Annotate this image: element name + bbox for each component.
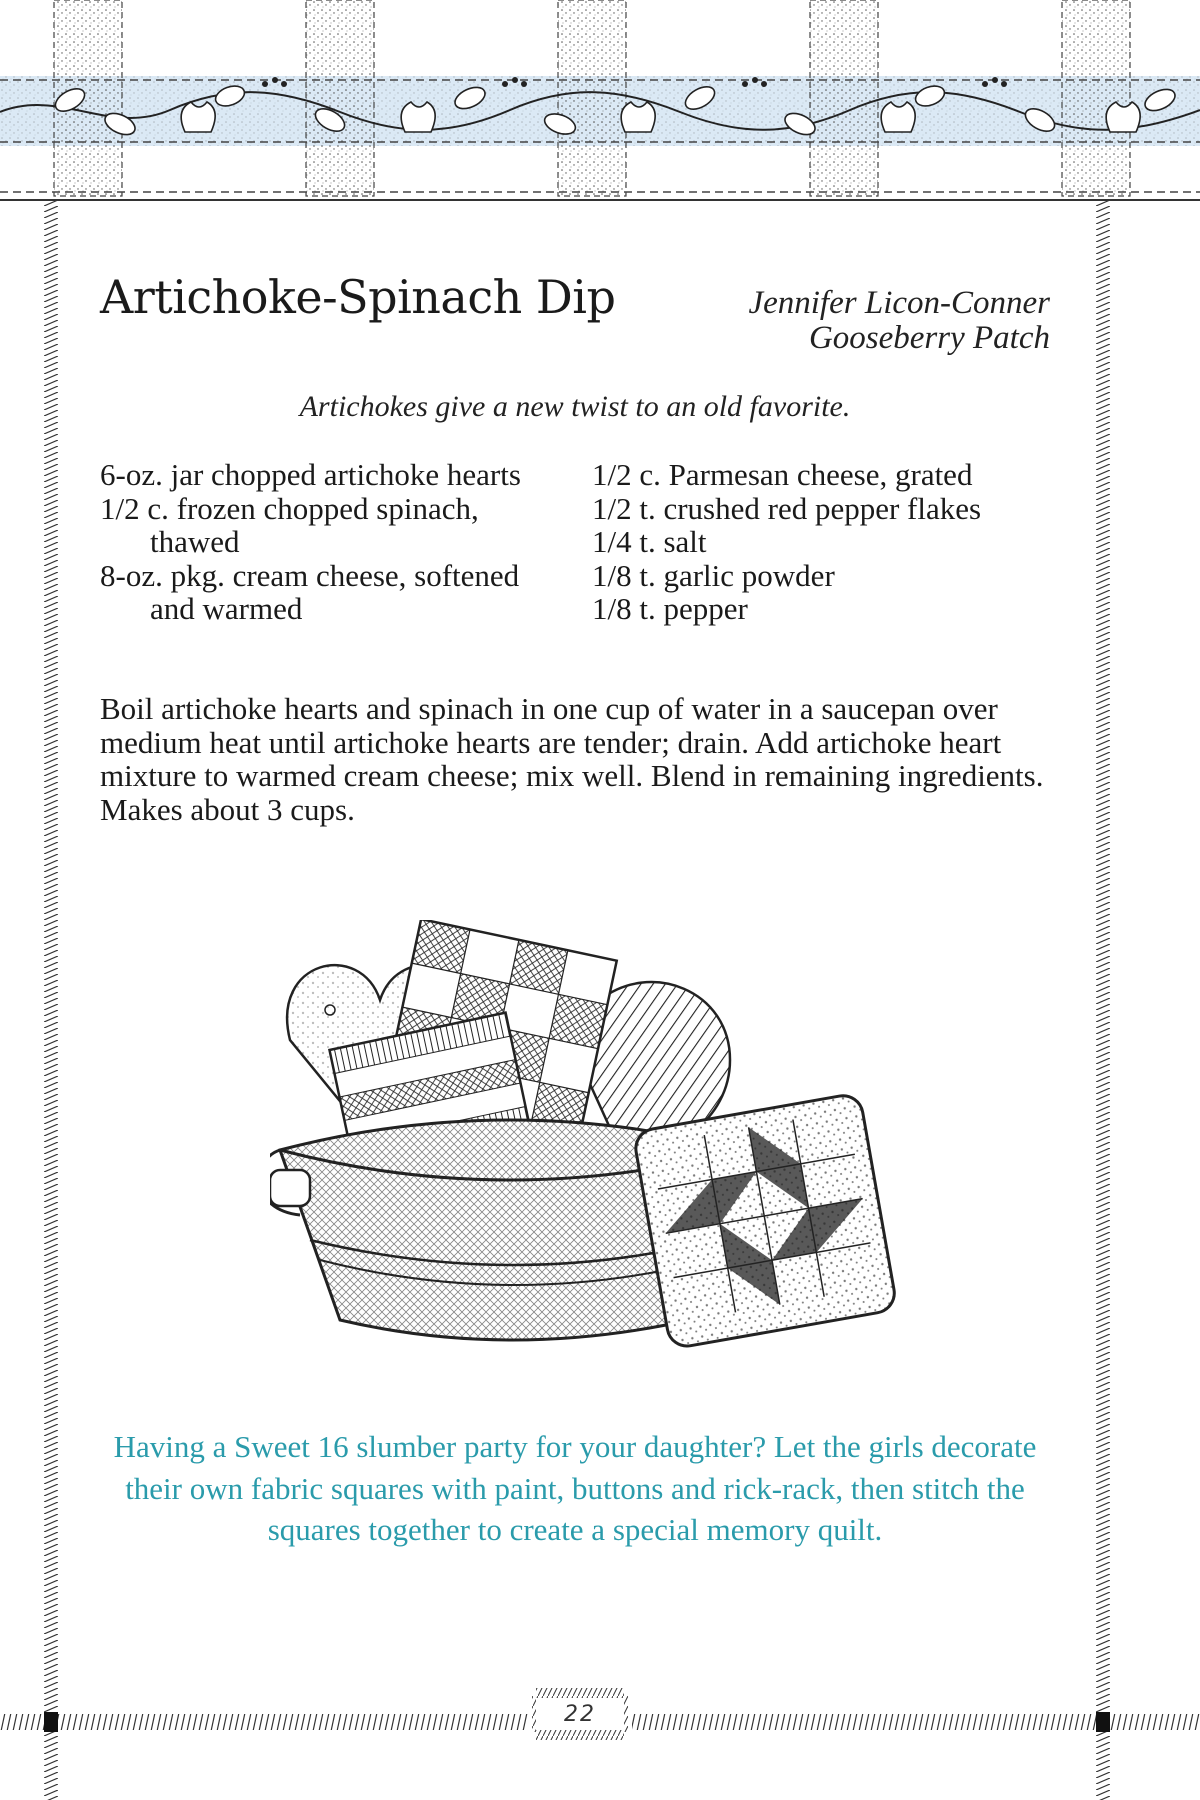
contributor-source: Gooseberry Patch xyxy=(808,320,1050,356)
top-decorative-border xyxy=(0,0,1200,210)
ingredient-item: 1/2 c. Parmesan cheese, grated xyxy=(592,457,973,492)
tip-text: Having a Sweet 16 slumber party for your daughter? Let the girls decorate their own fabric squares with paint, buttons and rick-rack, then stitch the squares together to create a special memory quilt. xyxy=(113,1429,1037,1547)
right-hatched-border xyxy=(1096,200,1110,1800)
recipe-instructions: Boil artichoke hearts and spinach in one cup of water in a saucepan over medium heat until artichoke hearts are tender; drain. Add artichoke heart mixture to warmed cream cheese; mix well. Blend in remaining ingredients. Makes about 3 cups. xyxy=(100,691,1044,827)
ingredients-column-2 xyxy=(592,458,1062,626)
recipe-subtitle: Artichokes give a new twist to an old favorite. xyxy=(299,390,851,423)
ingredients-column-1 xyxy=(100,458,570,626)
ingredient-item: 1/8 t. garlic powder xyxy=(592,557,835,593)
ingredient-item: 6-oz. jar chopped artichoke hearts xyxy=(100,457,521,492)
ingredient-item: 1/4 t. salt xyxy=(592,524,707,559)
contributor-block xyxy=(748,286,1050,356)
quilt-basket-illustration xyxy=(270,920,910,1360)
ingredient-item: 1/8 t. pepper xyxy=(592,591,748,626)
left-hatched-border xyxy=(44,200,58,1800)
ingredient-item: 8-oz. pkg. cream cheese, softened and warmed xyxy=(100,557,520,626)
ingredient-item: 1/2 t. crushed red pepper flakes xyxy=(592,490,982,526)
recipe-title: Artichoke-Spinach Dip xyxy=(100,270,616,324)
contributor-name: Jennifer Licon-Conner xyxy=(748,285,1050,321)
page-number: 22 xyxy=(564,1702,596,1727)
ingredient-item: 1/2 c. frozen chopped spinach, thawed xyxy=(100,490,479,559)
